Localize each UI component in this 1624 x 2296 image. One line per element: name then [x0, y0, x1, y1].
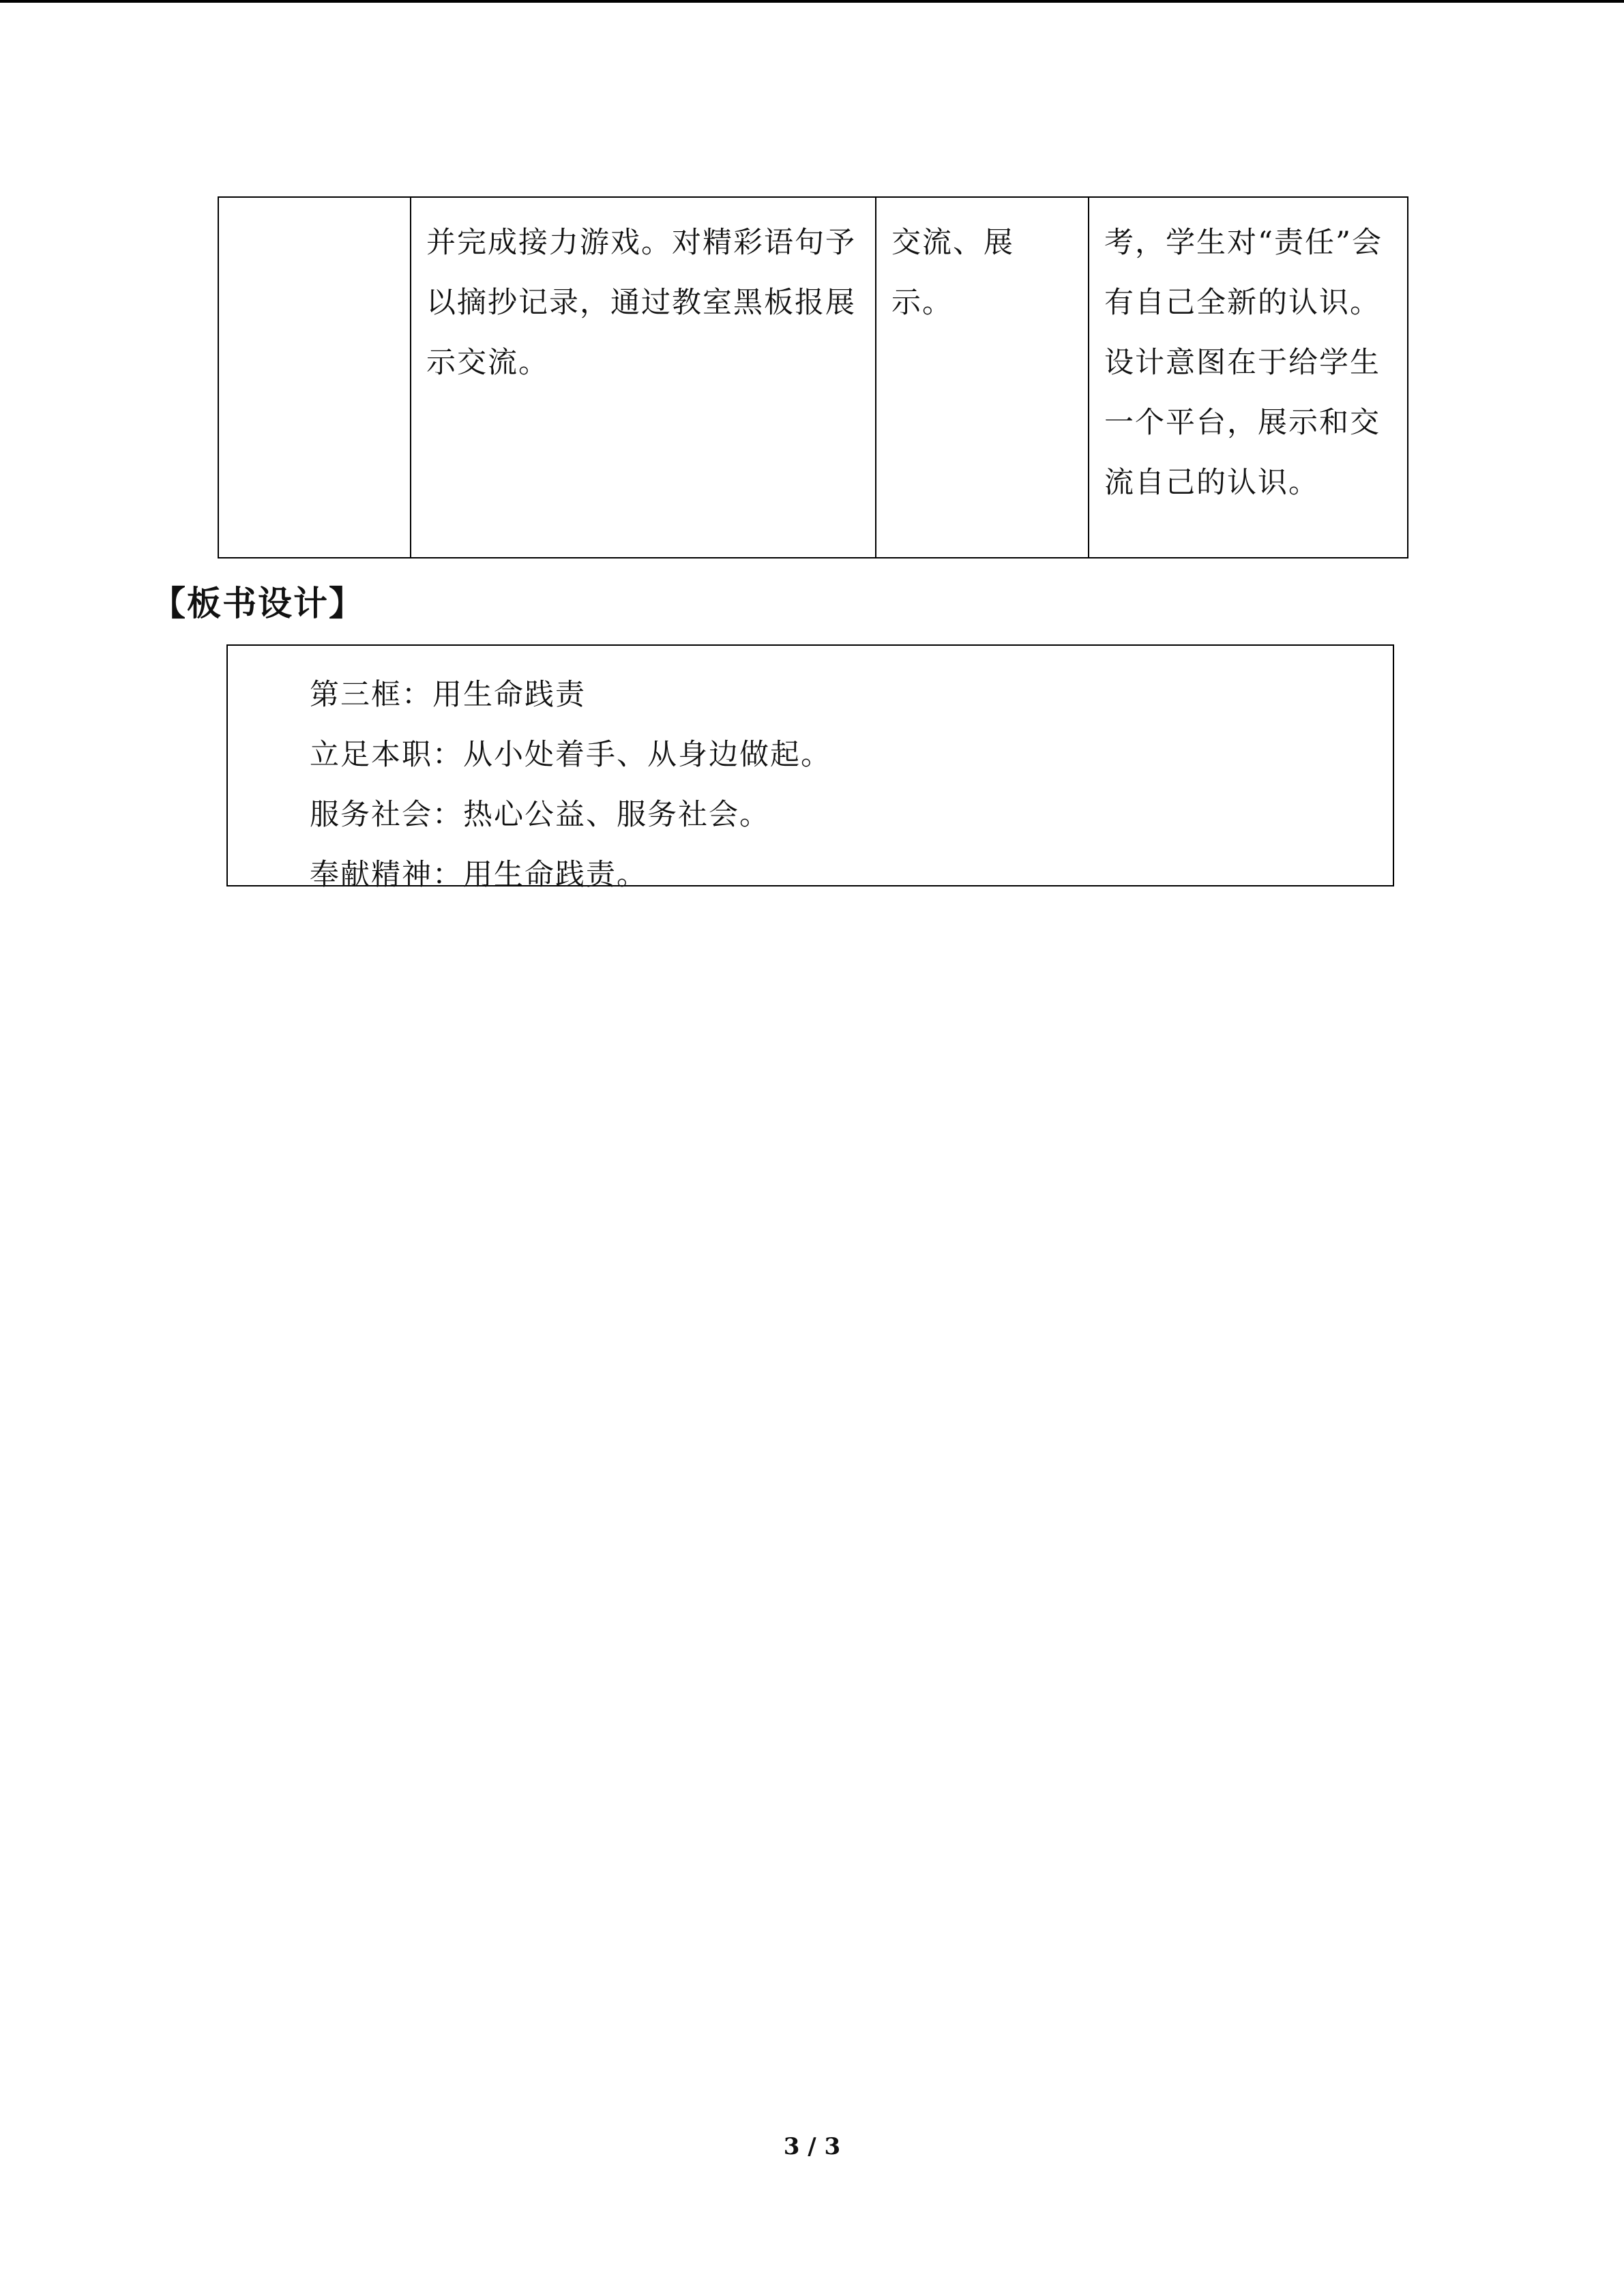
- table-row: [218, 197, 1408, 558]
- table-cell-activity: 并完成接力游戏。对精彩语句予以摘抄记录，通过教室黑板报展示交流。: [411, 197, 876, 558]
- lesson-table: [218, 196, 1408, 558]
- page-number: 3 / 3: [783, 2133, 841, 2160]
- table-cell-stage: [218, 197, 411, 558]
- page-top-border: [0, 0, 1624, 3]
- board-line-duty: 立足本职：从小处着手、从身边做起。: [310, 738, 831, 772]
- table-cell-design-intent: 考，学生对“责任”会有自己全新的认识。设计意图在于给学生一个平台，展示和交流自己的认识。: [1089, 197, 1408, 558]
- board-line-service: 服务社会：热心公益、服务社会。: [310, 798, 770, 832]
- board-title-line: 第三框：用生命践责: [310, 678, 586, 712]
- board-line-dedication: 奉献精神：用生命践责。: [310, 858, 647, 892]
- table-cell-student-action: 交流、展示。: [876, 197, 1089, 558]
- board-design-box: [226, 644, 1394, 892]
- board-design-heading: 【板书设计】: [151, 583, 364, 623]
